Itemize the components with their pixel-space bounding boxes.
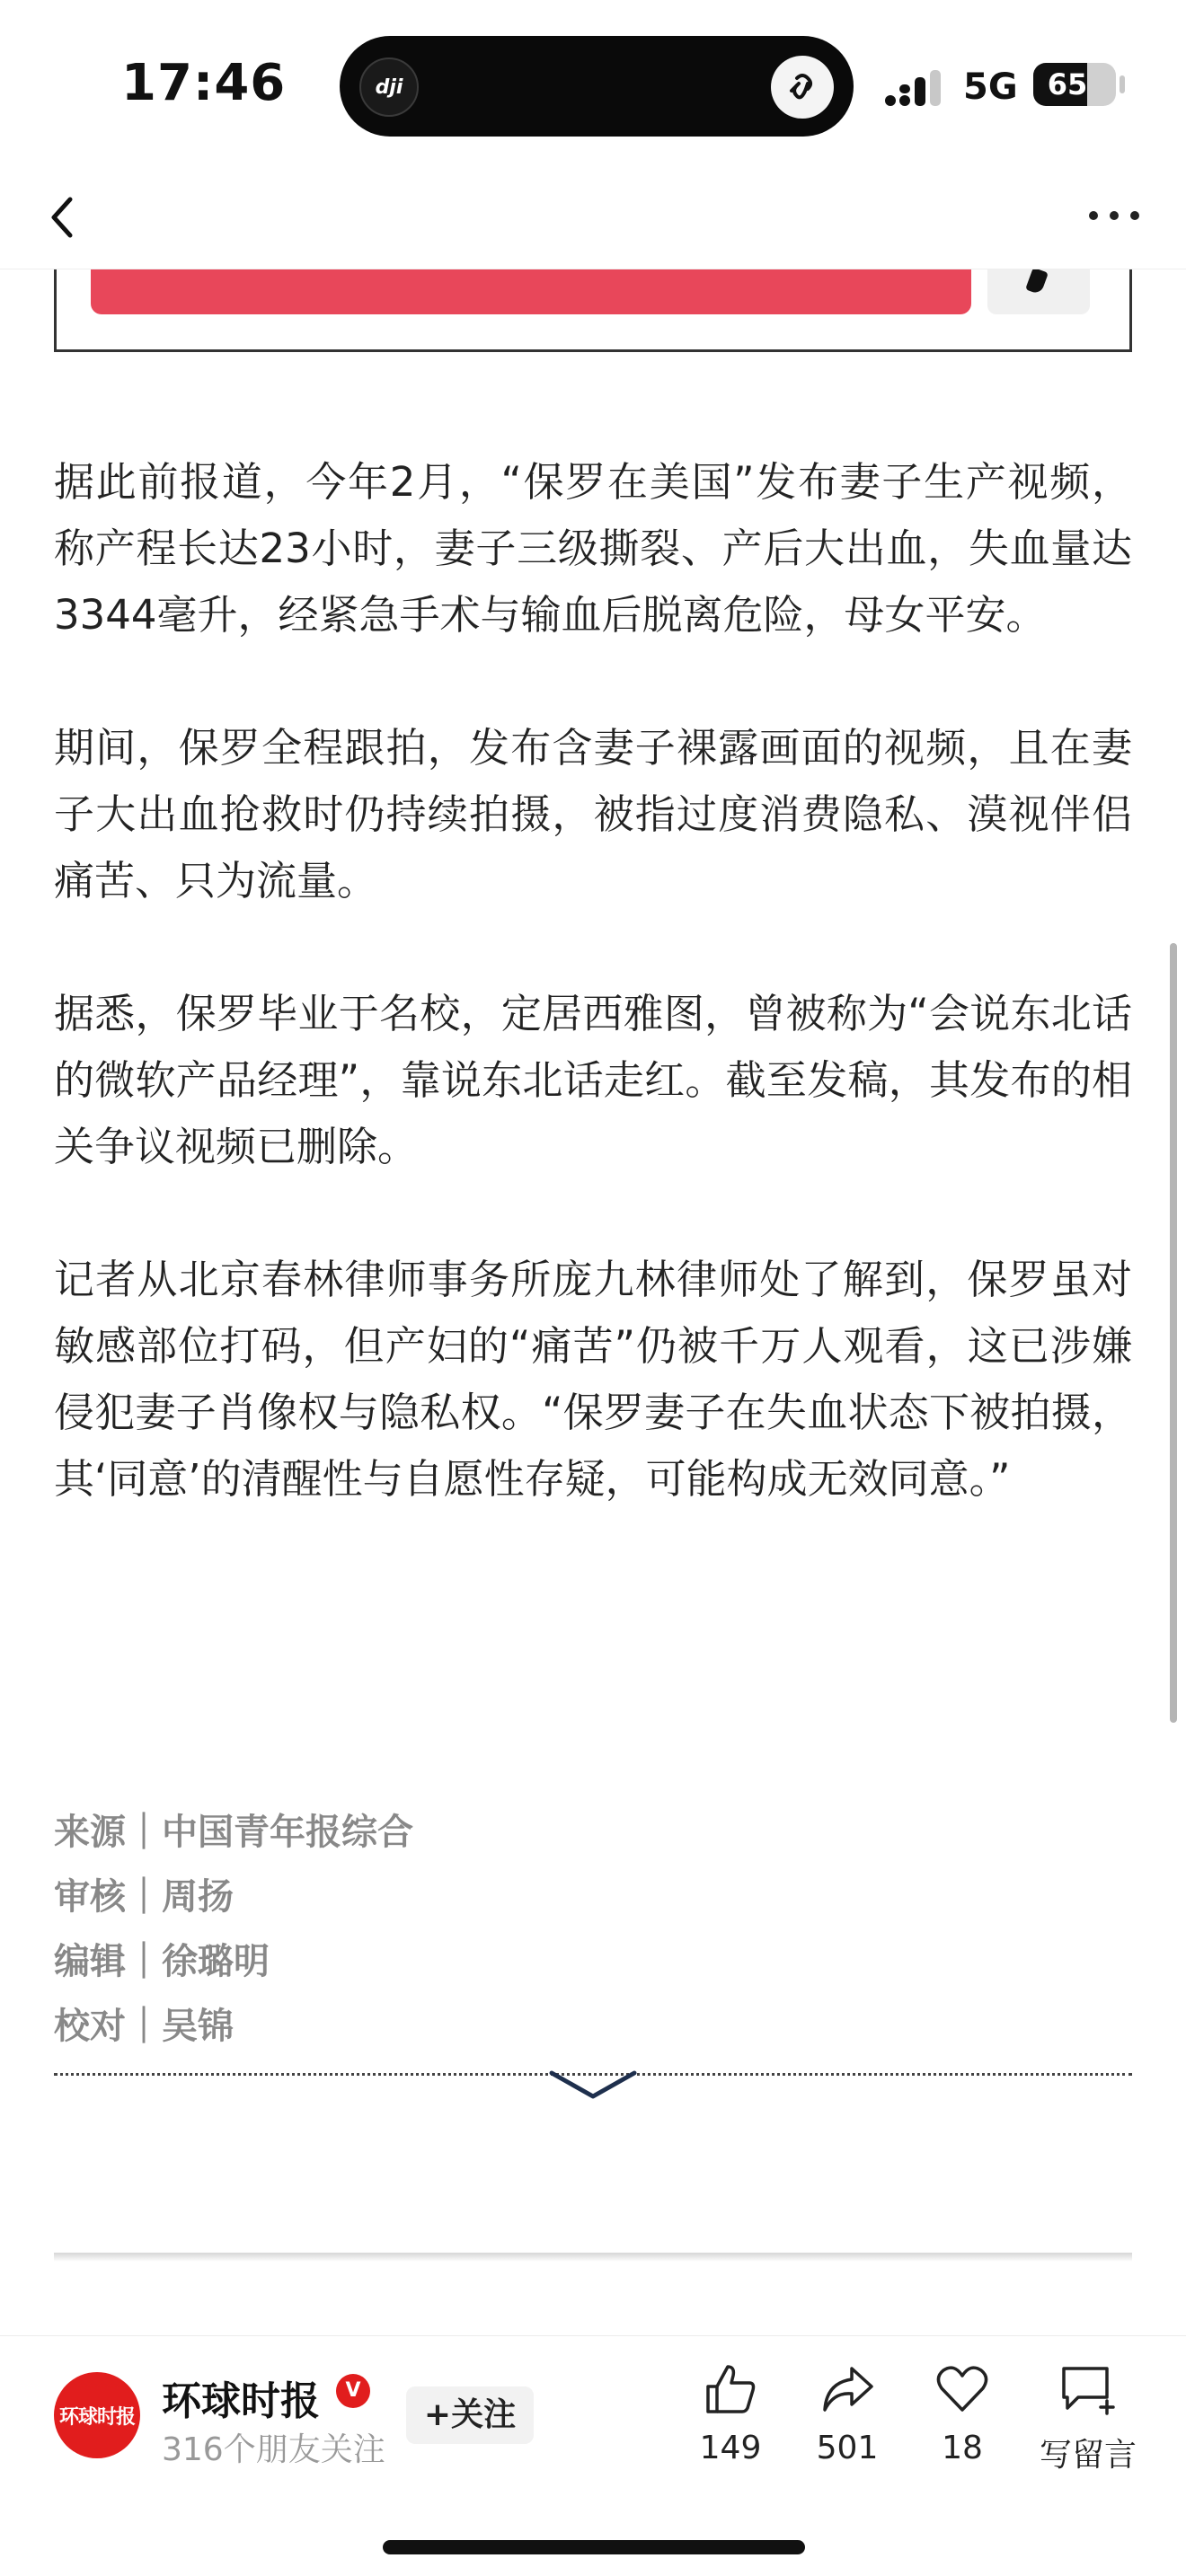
credit-source: 来源｜中国青年报综合 <box>54 1812 413 1853</box>
article-paragraph: 记者从北京春林律师事务所庞九林律师处了解到，保罗虽对敏感部位打码，但产妇的“痛苦”仍被千万人观看，这已涉嫌侵犯妻子肖像权与隐私权。“保罗妻子在失血状态下被拍摄，其‘同意’的清醒性与自愿性存疑，可能构成无效同意。” <box>54 1256 1132 1503</box>
more-dot-icon <box>1130 211 1139 220</box>
article-credits <box>54 1800 683 2059</box>
battery-tip <box>1120 75 1125 93</box>
chevron-left-icon <box>36 181 108 253</box>
more-dot-icon <box>1110 211 1119 220</box>
credit-reviewer: 审核｜周扬 <box>54 1876 234 1918</box>
section-divider <box>54 2253 1132 2262</box>
more-button[interactable] <box>1078 189 1150 243</box>
like-count: 149 <box>699 2430 762 2466</box>
dynamic-island[interactable] <box>340 36 854 137</box>
chevron-down-icon[interactable] <box>548 2069 638 2102</box>
credit-proofreader: 校对｜吴锦 <box>54 2006 234 2047</box>
share-icon <box>1025 268 1049 296</box>
battery-icon <box>1033 63 1116 106</box>
publisher-avatar[interactable]: 环球时报 <box>54 2372 140 2458</box>
write-comment-label: 写留言 <box>1039 2437 1137 2474</box>
share-button[interactable] <box>798 2361 897 2466</box>
signal-icon <box>885 70 941 108</box>
scrollbar[interactable] <box>1170 943 1177 1723</box>
friends-following-count: 316个朋友关注 <box>162 2431 385 2468</box>
follow-button[interactable]: +关注 <box>406 2386 534 2444</box>
network-type: 5G <box>963 66 1018 108</box>
article-paragraph: 据此前报道，今年2月，“保罗在美国”发布妻子生产视频，称产程长达23小时，妻子三级撕裂、产后大出血，失血量达3344毫升，经紧急手术与输血后脱离危险，母女平安。 <box>54 458 1132 639</box>
credit-editor: 编辑｜徐璐明 <box>54 1941 270 1982</box>
thumbs-up-icon <box>703 2361 758 2417</box>
article-paragraph: 据悉，保罗毕业于名校，定居西雅图，曾被称为“会说东北话的微软产品经理”，靠说东北话走红。截至发稿，其发布的相关争议视频已删除。 <box>54 990 1132 1170</box>
publisher-name[interactable]: 环球时报 <box>162 2378 320 2424</box>
status-bar <box>0 0 1186 162</box>
status-time: 17:46 <box>121 54 287 112</box>
article-body <box>54 449 1132 1579</box>
share-arrow-icon <box>819 2361 875 2417</box>
battery-level: 65 <box>1047 67 1088 101</box>
link-icon <box>771 56 834 119</box>
nav-bar <box>0 162 1186 269</box>
favorite-button[interactable] <box>913 2361 1012 2466</box>
comment-plus-icon <box>1058 2361 1118 2417</box>
more-dot-icon <box>1089 211 1098 220</box>
article-paragraph: 期间，保罗全程跟拍，发布含妻子裸露画面的视频，且在妻子大出血抢救时仍持续拍摄，被指过度消费隐私、漠视伴侣痛苦、只为流量。 <box>54 724 1132 904</box>
like-button[interactable] <box>681 2361 780 2466</box>
home-indicator[interactable] <box>383 2540 805 2554</box>
dji-logo-icon: dji <box>359 57 419 117</box>
write-comment-button[interactable] <box>1021 2361 1155 2475</box>
share-count: 501 <box>816 2430 879 2466</box>
favorite-count: 18 <box>942 2430 983 2466</box>
back-button[interactable] <box>36 181 108 253</box>
verified-badge-icon: V <box>336 2374 370 2408</box>
heart-icon <box>934 2361 990 2417</box>
